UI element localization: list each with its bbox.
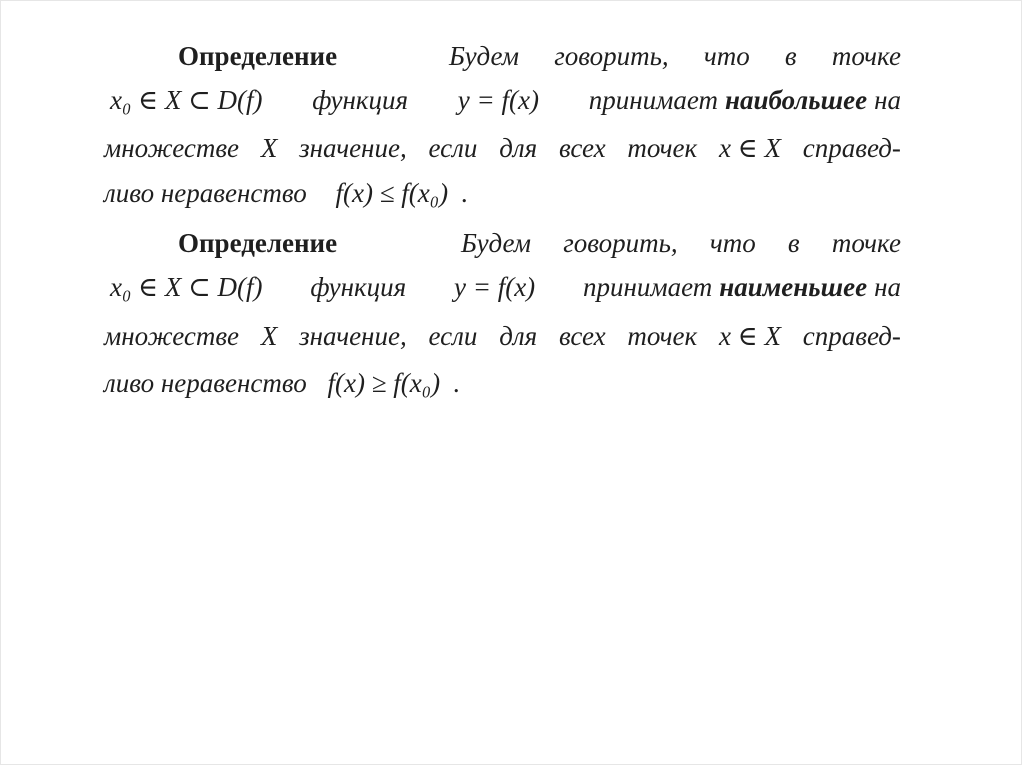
definition-1-word: множестве xyxy=(104,133,240,163)
definition-1-line-2 xyxy=(110,84,901,116)
definition-2-word: функция xyxy=(310,272,407,302)
definition-2-period: . xyxy=(452,368,460,398)
definition-1-word: для xyxy=(499,133,538,163)
definition-1-term: Определение xyxy=(178,41,338,71)
definition-1-line-1 xyxy=(178,40,901,72)
definition-2-line-4 xyxy=(104,367,901,399)
definition-2-word: значение, xyxy=(299,321,407,351)
definition-2-word: точке xyxy=(831,228,901,258)
definition-2-word: для xyxy=(499,321,538,351)
definition-2-word: множестве xyxy=(104,321,240,351)
definition-1-keyword: наибольшее xyxy=(724,85,868,115)
definition-1-word: принимает xyxy=(588,85,718,115)
definition-1-word: Будем xyxy=(449,41,520,71)
definition-1-word: функция xyxy=(312,85,409,115)
definition-2-word: всех xyxy=(558,321,606,351)
definition-2-word: если xyxy=(428,321,478,351)
definition-2-word: справед- xyxy=(802,321,901,351)
definition-1-word: всех xyxy=(558,133,606,163)
definition-2-keyword: наименьшее xyxy=(719,272,868,302)
definition-1-word: точек xyxy=(627,133,698,163)
definition-2-word: Будем xyxy=(461,228,532,258)
definition-2-inequality: f(x) ≥ f(x₀) xyxy=(327,368,441,398)
definition-2-word: в xyxy=(787,228,800,258)
definition-1-word: в xyxy=(784,41,797,71)
definition-1-math-function: y = f(x) xyxy=(457,85,539,115)
definition-2-term: Определение xyxy=(178,228,338,258)
definition-2-word: X xyxy=(260,321,278,351)
definition-1-word: на xyxy=(874,85,901,115)
definition-2-word: принимает xyxy=(583,272,713,302)
definition-2-math-membership: x ∈ X xyxy=(718,321,781,351)
definition-1-word: если xyxy=(428,133,478,163)
definition-1-math-membership: x ∈ X xyxy=(718,133,781,163)
definition-1-word: справед- xyxy=(802,133,901,163)
definition-2-word: говорить, xyxy=(563,228,678,258)
definition-1-line-4 xyxy=(104,177,901,209)
definition-1-word: X xyxy=(260,133,278,163)
definition-1-word: говорить, xyxy=(554,41,669,71)
definition-1-text: ливо неравенство xyxy=(104,178,307,208)
definition-2-word: на xyxy=(874,272,901,302)
definition-1-period: . xyxy=(460,178,468,208)
definition-2-math-domain: x₀ ∈ X ⊂ D(f) xyxy=(110,272,263,302)
definition-2-line-3 xyxy=(104,320,901,352)
definition-1-word: что xyxy=(703,41,750,71)
definition-2-text: ливо неравенство xyxy=(104,368,307,398)
definition-2-word: точек xyxy=(627,321,698,351)
definition-1-line-3 xyxy=(104,132,901,164)
definition-1-math-domain: x₀ ∈ X ⊂ D(f) xyxy=(110,85,263,115)
definition-2-word: что xyxy=(709,228,756,258)
definition-1-word: точке xyxy=(831,41,901,71)
definition-1-word: значение, xyxy=(299,133,407,163)
definition-2-line-1 xyxy=(178,227,901,259)
definition-2-math-function: y = f(x) xyxy=(454,272,536,302)
definition-1-inequality: f(x) ≤ f(x₀) xyxy=(335,178,449,208)
definition-2-line-2 xyxy=(110,271,901,303)
